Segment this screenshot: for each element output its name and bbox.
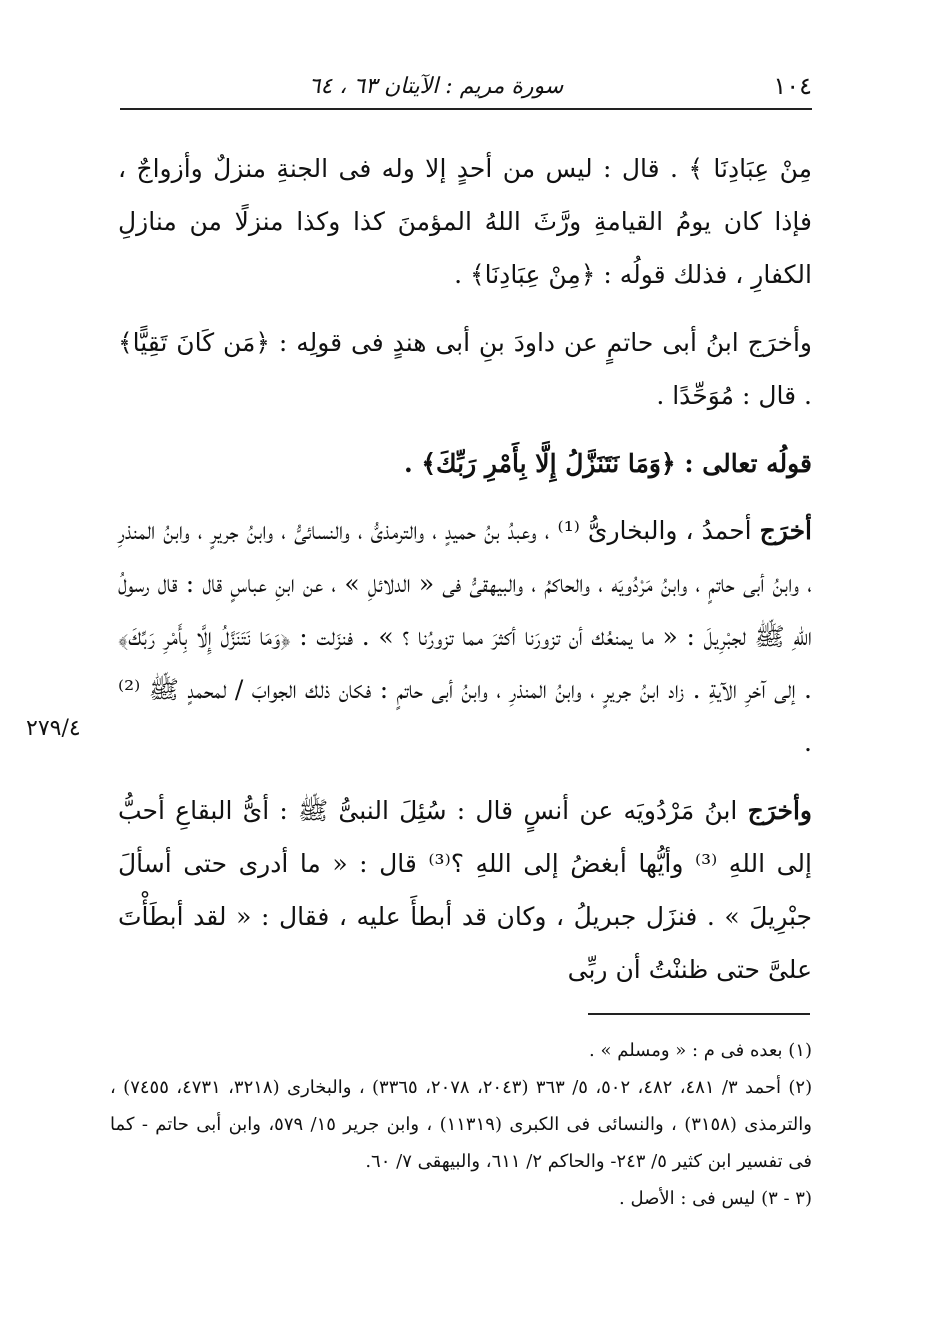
heading-lead: قولُه تعالى : xyxy=(684,449,812,478)
footnote-separator xyxy=(588,1013,810,1015)
heading-end: . xyxy=(403,449,422,478)
paragraph-lead: وأخرَج xyxy=(747,796,812,825)
paragraph-text: ابنُ مَرْدُويَه عن أنسٍ قال : سُئِلَ النبىُّ ﷺ : أىُّ البقاعِ أحبُّ إلى اللهِ ⁽³⁾ وأيُّها أبغضُ إلى اللهِ ؟⁽³⁾ قال : « ما أدرى حتى أسألَ جبْرِيلَ » . فنزَل جبريلُ ، وكان قد أبطأَ عليه ، فقال : « لقد أبطَأْتَ علىَّ حتى ظننْتُ أن ربِّى xyxy=(118,796,812,984)
paragraph-text: أحمدُ ، والبخارىُّ ⁽¹⁾ ، وعبدُ بنُ حميدٍ ، والترمذىُّ ، والنسائىُّ ، وابنُ جريرٍ ، وابنُ المنذرِ ، وابنُ أبى حاتمٍ ، وابنُ مَرْدُويَه ، والحاكمُ ، والبيهقىُّ فى « الدلائلِ » ، عن ابنِ عباسٍ قال : قال رسولُ اللهِ ﷺ لجبْرِيلَ : « ما يمنعُك أن تزورَنا أكثرَ مما تزورُنا ؟ » . فنزَلت : ﴿وَمَا نَتَنَزَّلُ إِلَّا بِأَمْرِ رَبِّكَ﴾ . إلى آخرِ الآيةِ . زاد ابنُ جريرٍ ، وابنُ المنذرِ ، وابنُ أبى حاتمٍ : فكان ذلك الجوابَ / لمحمدٍ ﷺ ⁽²⁾ . xyxy=(118,516,812,757)
margin-reference: ٢٧٩/٤ xyxy=(26,716,81,741)
paragraph-hadith-ibn-abbas xyxy=(118,504,812,769)
footnote-2: (٢) أحمد ٣/ ٤٨١، ٤٨٢، ٥٠٢، ٥/ ٣٦٣ (٢٠٤٣، ٢٠٧٨، ٣٣٦٥) ، والبخارى (٣٢١٨، ٤٧٣١، ٧٤٥٥) ، والترمذى (٣١٥٨) ، والنسائى فى الكبرى (١١٣١٩) ، وابن جرير ١٥/ ٥٧٩، وابن أبى حاتم - كما فى تفسير ابن كثير ٥/ ٢٤٣- والحاكم ٢/ ٦١١، والبيهقى ٧/ ٦٠. xyxy=(110,1077,813,1172)
paragraph-continuation: مِنْ عِبَادِنَا ﴾ . قال : ليس من أحدٍ إلا وله فى الجنةِ منزلٌ وأزواجٌ ، فإذا كان يومُ القيامةِ ورَّثَ اللهُ المؤمنَ كذا وكذا منزلًا من منازلِ الكفارِ ، فذلك قولُه : ﴿مِنْ عِبَادِنَا﴾ . xyxy=(118,154,812,289)
footnote-1: (١) بعده فى م : « ومسلم » . xyxy=(589,1040,812,1061)
paragraph-lead: أخرَج xyxy=(759,516,812,545)
page-header xyxy=(120,68,812,110)
heading-verse: ﴿وَمَا نَتَنَزَّلُ إِلَّا بِأَمْرِ رَبِّكَ﴾ xyxy=(421,449,676,478)
footnote-3: (٣ - ٣) ليس فى : الأصل . xyxy=(619,1188,812,1209)
paragraph-hadith-anas xyxy=(118,784,812,996)
running-title: سورة مريم : الآيتان ٦٣ ، ٦٤ xyxy=(308,74,564,99)
footnotes xyxy=(110,1032,812,1217)
main-text xyxy=(118,142,812,1011)
page-number: ١٠٤ xyxy=(773,72,812,100)
paragraph-ibn-abi-hatim: وأخرَج ابنُ أبى حاتمٍ عن داودَ بنِ أبى هندٍ فى قولِه : ﴿مَن كَانَ تَقِيًّا﴾ . قال : مُوَحِّدًا . xyxy=(118,328,812,410)
verse-heading xyxy=(118,437,812,490)
